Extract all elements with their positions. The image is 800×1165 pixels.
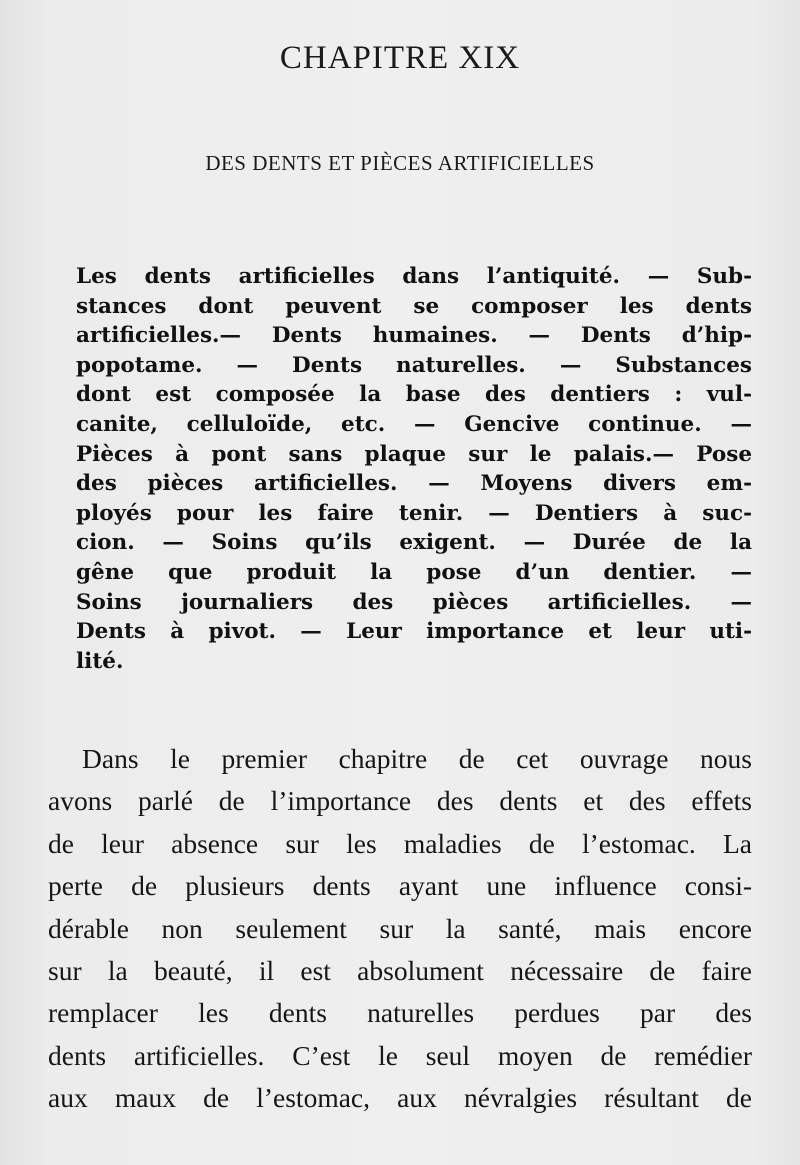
summary-line: dont est composée la base des dentiers : vul- xyxy=(76,382,752,408)
body-line: aux maux de l’estomac, aux névralgies résultant de xyxy=(48,1082,752,1114)
body-line: avons parlé de l’importance des dents et des effets xyxy=(48,785,752,817)
summary-line: des pièces artificielles. — Moyens divers em- xyxy=(76,471,752,497)
summary-line: ployés pour les faire tenir. — Dentiers à suc- xyxy=(76,500,752,526)
body-line: remplacer les dents naturelles perdues par des xyxy=(48,997,752,1029)
body-line: dérable non seulement sur la santé, mais encore xyxy=(48,912,752,944)
chapter-summary xyxy=(76,262,752,676)
summary-line: artificielles.— Dents humaines. — Dents d’hip- xyxy=(76,323,752,349)
body-line: perte de plusieurs dents ayant une influence consi- xyxy=(48,870,752,902)
summary-line: Pièces à pont sans plaque sur le palais.— Pose xyxy=(76,441,752,467)
body-line: Dans le premier chapitre de cet ouvrage nous xyxy=(82,743,752,774)
summary-line: stances dont peuvent se composer les dents xyxy=(76,293,752,319)
summary-line: lité. xyxy=(76,648,124,674)
summary-line: Dents à pivot. — Leur importance et leur uti- xyxy=(76,619,752,645)
body-line: sur la beauté, il est absolument nécessaire de faire xyxy=(48,954,752,986)
summary-line: gêne que produit la pose d’un dentier. — xyxy=(76,559,752,585)
summary-line: canite, celluloïde, etc. — Gencive continue. — xyxy=(76,411,752,437)
body-line: dents artificielles. C’est le seul moyen de remédier xyxy=(48,1039,752,1071)
summary-line: Soins journaliers des pièces artificielles. — xyxy=(76,589,752,615)
section-title: DES DENTS ET PIÈCES ARTIFICIELLES xyxy=(205,151,595,175)
body-line: de leur absence sur les maladies de l’estomac. La xyxy=(48,827,752,859)
summary-line: cion. — Soins qu’ils exigent. — Durée de la xyxy=(76,530,752,556)
summary-line: popotame. — Dents naturelles. — Substances xyxy=(76,352,752,378)
chapter-title: CHAPITRE XIX xyxy=(279,40,521,76)
body-paragraph xyxy=(48,738,752,1120)
summary-line: Les dents artificielles dans l’antiquité. — Sub- xyxy=(76,264,752,289)
